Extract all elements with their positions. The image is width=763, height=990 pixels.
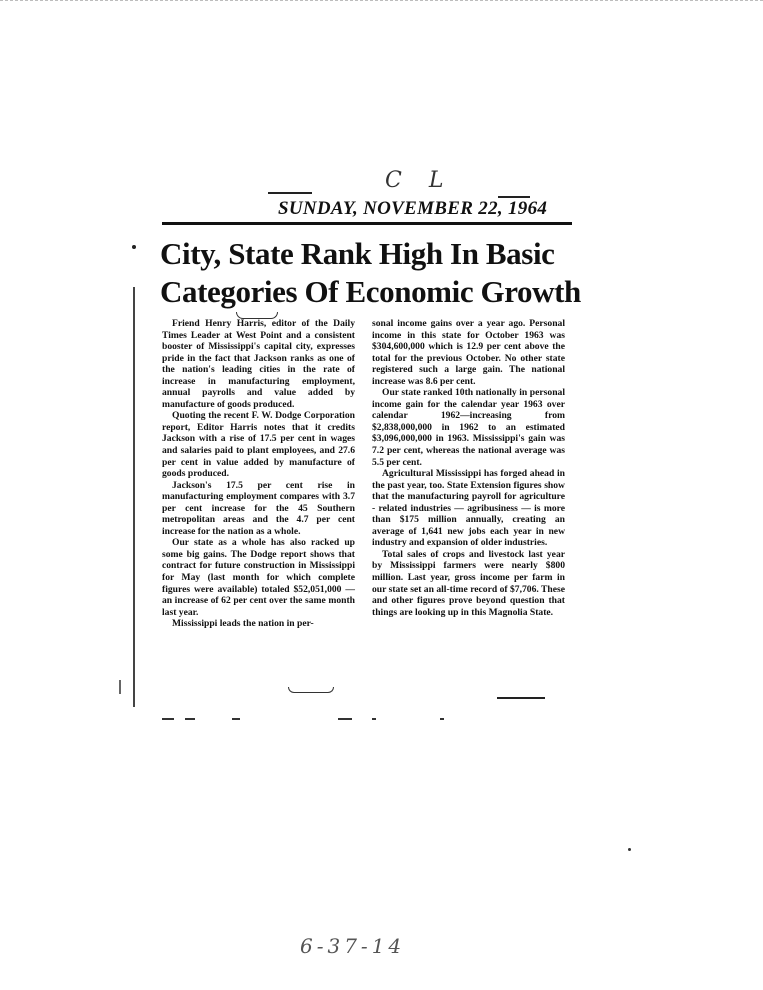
- margin-tick: [119, 680, 121, 694]
- pen-mark-left: [268, 192, 312, 194]
- masthead-rule: [162, 222, 572, 225]
- paragraph: Total sales of crops and livestock last year by Mississippi farmers were nearly $800 million. Last year, gross income per farm in our state set an all-time record of $7,706. These and other figures prove beyond question that things are looking up in this Magnolia State.: [372, 548, 565, 618]
- cut-fragment: [338, 718, 352, 720]
- cut-fragment: [162, 718, 174, 720]
- handwritten-initials: C L: [385, 168, 454, 193]
- article-column-right: [372, 318, 565, 618]
- paragraph: Our state ranked 10th nationally in personal income gain for the calendar year 1963 over calendar 1962—increasing from $2,838,000,000 in 1962 to an estimated $3,096,000,000 in 1963. Mississippi's gain was 7.2 per cent, whereas the national average was 5.5 per cent.: [372, 387, 565, 468]
- paragraph: Quoting the recent F. W. Dodge Corporation report, Editor Harris notes that it credits Jackson with a rise of 17.5 per cent in wages and salaries paid to plant employees, and 27.6 per cent in value added by manufacture of goods produced.: [162, 410, 355, 480]
- paragraph: sonal income gains over a year ago. Personal income in this state for October 1963 was $304,600,000 which is 12.9 per cent above the total for the previous October. No other state registered such a large gain. The national increase was 8.6 per cent.: [372, 318, 565, 387]
- paragraph: Agricultural Mississippi has forged ahead in the past year, too. State Extension figures show that the manufacturing payroll for agriculture - related industries — agribusiness — is more than $175 million annually, creating an average of 1,641 new jobs each year in new industry and expansion of older industries.: [372, 468, 565, 549]
- headline-line-2: Categories Of Economic Growth: [160, 274, 581, 309]
- handwritten-catalog-number: 6-37-14: [300, 934, 406, 958]
- cut-fragment: [185, 718, 195, 720]
- paragraph: Our state as a whole has also racked up some big gains. The Dodge report shows that contract for future construction in Mississippi for May (last month for which complete figures were available) totaled $52,051,000 — an increase of 62 per cent over the same month last year.: [162, 537, 355, 618]
- cut-fragment: [440, 718, 444, 720]
- article-headline: [160, 235, 580, 311]
- scan-edge-dashes: [0, 0, 763, 4]
- dateline: SUNDAY, NOVEMBER 22, 1964: [278, 198, 548, 219]
- paragraph: Friend Henry Harris, editor of the Daily Times Leader at West Point and a consistent booster of Mississippi's capital city, expresses pride in the fact that Jackson ranks as one of the nation's leading cities in the rate of increase in manufacturing employment, annual payrolls and value added by manufacture of goods produced.: [162, 318, 355, 410]
- article-column-left: [162, 318, 355, 630]
- paragraph: Jackson's 17.5 per cent rise in manufacturing employment compares with 3.7 per cent increase for the 45 Southern metropolitan areas and the 4.7 per cent increase for the nation as a whole.: [162, 479, 355, 537]
- cut-fragment: [372, 718, 376, 720]
- scan-speck: [628, 848, 631, 851]
- margin-bracket-line: [133, 287, 135, 707]
- cut-fragment: [232, 718, 240, 720]
- pen-scribble-bottom: [288, 687, 334, 693]
- pen-underline-magnolia: [497, 697, 545, 699]
- margin-dot: [132, 245, 136, 249]
- headline-line-1: City, State Rank High In Basic: [160, 236, 555, 271]
- paragraph: Mississippi leads the nation in per-: [172, 618, 314, 630]
